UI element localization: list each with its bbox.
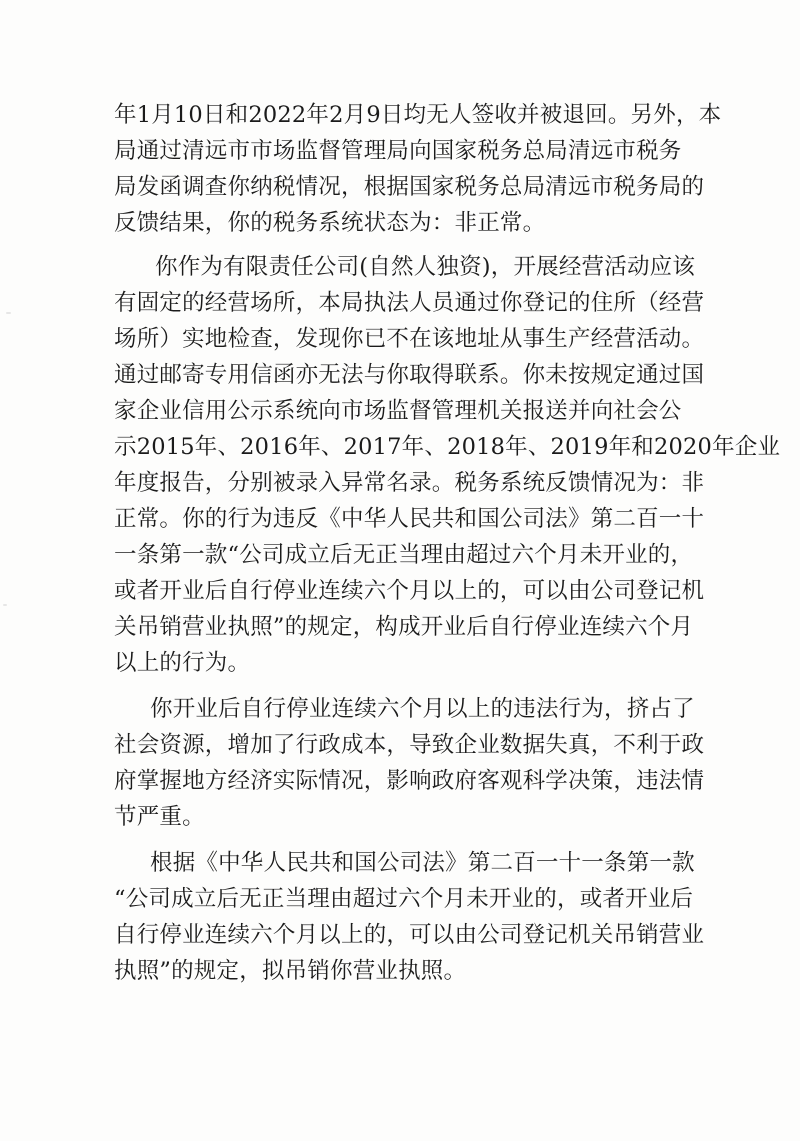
text-line: 有固定的经营场所，本局执法人员通过你登记的住所（经营 xyxy=(114,290,705,316)
text-line: 正常。你的行为违反《中华人民共和国公司法》第二百一十 xyxy=(114,506,705,532)
paragraph-start-line: 你作为有限责任公司(自然人独资)，开展经营活动应该 xyxy=(155,254,696,280)
text-line: 一条第一款“公司成立后无正当理由超过六个月未开业的， xyxy=(114,542,694,568)
scan-mark xyxy=(3,604,7,606)
text-line: “公司成立后无正当理由超过六个月未开业的，或者开业后 xyxy=(114,886,694,912)
text-line: 示2015年、2016年、2017年、2018年、2019年和2020年企业 xyxy=(114,434,781,460)
text-line: 年1月10日和2022年2月9日均无人签收并被退回。另外，本 xyxy=(114,102,722,128)
text-line: 以上的行为。 xyxy=(114,650,251,676)
text-line: 关吊销营业执照”的规定，构成开业后自行停业连续六个月 xyxy=(114,614,694,640)
paragraph-start-line: 根据《中华人民共和国公司法》第二百一十一条第一款 xyxy=(150,850,695,876)
text-line: 通过邮寄专用信函亦无法与你取得联系。你未按规定通过国 xyxy=(114,362,705,388)
text-line: 府掌握地方经济实际情况，影响政府客观科学决策，违法情 xyxy=(114,768,705,794)
text-line: 场所）实地检查，发现你已不在该地址从事生产经营活动。 xyxy=(114,326,705,352)
text-line: 家企业信用公示系统向市场监督管理机关报送并向社会公 xyxy=(114,398,682,424)
text-line: 节严重。 xyxy=(114,804,205,830)
text-line: 反馈结果，你的税务系统状态为：非正常。 xyxy=(114,210,546,236)
scan-mark xyxy=(6,312,11,314)
text-line: 或者开业后自行停业连续六个月以上的，可以由公司登记机 xyxy=(114,578,705,604)
text-line: 社会资源，增加了行政成本，导致企业数据失真，不利于政 xyxy=(114,732,705,758)
text-line: 局通过清远市市场监督管理局向国家税务总局清远市税务 xyxy=(114,138,682,164)
paragraph-start-line: 你开业后自行停业连续六个月以上的违法行为，挤占了 xyxy=(150,696,695,722)
text-line: 局发函调查你纳税情况，根据国家税务总局清远市税务局的 xyxy=(114,174,705,200)
text-line: 自行停业连续六个月以上的，可以由公司登记机关吊销营业 xyxy=(114,922,705,948)
text-line: 年度报告，分别被录入异常名录。税务系统反馈情况为：非 xyxy=(114,470,705,496)
text-line: 执照”的规定，拟吊销你营业执照。 xyxy=(114,958,467,984)
